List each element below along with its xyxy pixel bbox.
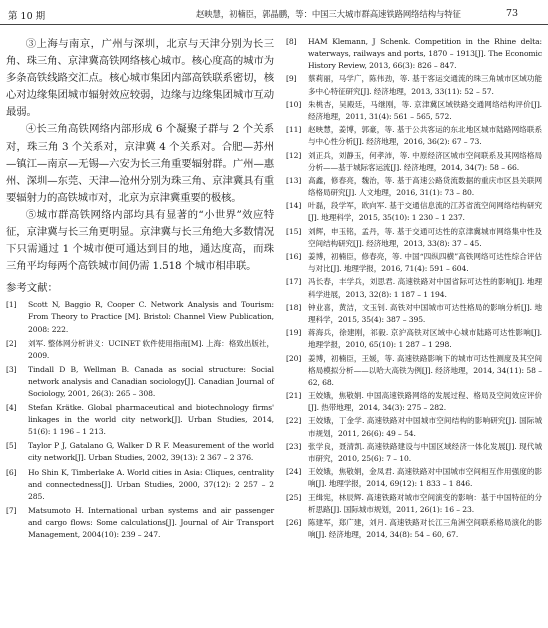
reference-text: 张学良，聂清凯. 高速铁路建设与中国区域经济一体化发展[J]. 现代城市研究，2010, 25(6): 7 – 10. xyxy=(308,441,542,463)
reference-item xyxy=(286,353,542,389)
reference-text: 钟业喜，黄洁，文玉钊. 高铁对中国城市可达性格局的影响分析[J]. 地理科学，2015, 35(4): 387 – 395. xyxy=(308,302,542,324)
reference-text: HAM Klemann, J Schenk. Competition in the Rhine delta: waterways, railways and ports, 1870 – 1913[J]. The Economic History Review, 2013, 66(3): 826 – 847. xyxy=(308,37,542,71)
reference-text: 冯长春，丰学兵，刘思君. 高速铁路对中国省际可达性的影响[J]. 地理科学进展，2013, 32(8): 1 187 – 1 194. xyxy=(308,277,542,299)
reference-item xyxy=(286,302,542,326)
reference-item xyxy=(286,492,542,516)
reference-item xyxy=(286,226,542,250)
reference-number: [25] xyxy=(286,492,302,502)
reference-number: [11] xyxy=(286,125,302,135)
reference-number: [15] xyxy=(286,226,302,236)
reference-number: [4] xyxy=(6,403,17,413)
reference-text: 陈建军，郑广建，刘月. 高速铁路对长江三角洲空间联系格局演化的影响[J]. 经济地理，2014, 34(8): 54 – 60, 67. xyxy=(308,517,542,540)
reference-number: [16] xyxy=(286,252,302,262)
reference-item xyxy=(286,390,542,414)
reference-item xyxy=(286,200,542,224)
reference-item xyxy=(6,505,274,541)
page-number: 73 xyxy=(506,8,519,19)
reference-text: Taylor P J, Gatalano G, Walker D R F. Measurement of the world city network[J]. Urban Studies, 2002, 39(13): 2 367 – 2 376. xyxy=(28,441,274,463)
reference-text: 王姣娥，焦敬娟，金凤君. 高速铁路对中国城市空间相互作用强度的影响[J]. 地理学报，2014, 69(12): 1 833 – 1 846. xyxy=(308,467,542,489)
reference-number: [26] xyxy=(286,517,302,527)
reference-item xyxy=(286,415,542,439)
reference-item xyxy=(286,175,542,199)
reference-text: 姜博，初楠臣，王媛，等. 高速铁路影响下的城市可达性测度及其空间格局模拟分析——以哈大高铁为例[J]. 经济地理，2014, 34(11): 58 – 62, 68. xyxy=(308,353,542,387)
reference-number: [18] xyxy=(286,302,302,312)
reference-item xyxy=(286,327,542,351)
reference-number: [12] xyxy=(286,150,302,160)
reference-item xyxy=(6,338,274,362)
reference-number: [2] xyxy=(6,338,17,348)
reference-text: 蔡莉丽，马学广，陈伟劲，等. 基于客运交通流的珠三角城市区域功能多中心特征研究[J]. 经济地理，2013, 33(11): 52 – 57. xyxy=(308,74,542,96)
paragraph: ⑤城市群高铁网络内部均具有显著的“小世界”效应特征，京津冀与长三角更明显。京津冀与长三角绝大多数情况下只需通过 1 个城市便可通达到目的地，通达度高，而珠三角平均每两个高铁城市间仍需 1.518 个城市相串联。 xyxy=(6,208,274,273)
reference-text: 刘正兵，刘静玉，何孝沛，等. 中原经济区城市空间联系及其网络格局分析——基于城际客运流[J]. 经济地理，2014, 34(7): 58 – 66. xyxy=(308,150,542,172)
reference-item xyxy=(6,364,274,400)
reference-item xyxy=(6,402,274,438)
reference-text: 姜博，初楠臣，修春亮，等. 中国“四纵四横”高铁网络可达性综合评估与对比[J]. 地理学报，2016, 71(4): 591 – 604. xyxy=(308,252,542,274)
conclusion-paragraphs xyxy=(6,36,274,275)
paragraph: ③上海与南京，广州与深圳，北京与天津分别为长三角、珠三角、京津冀高铁网络核心城市。核心度高的城市为多条高铁线路交汇点。核心城市集团内部高铁联系密切，核心对边缘集团城市辐射效应较弱，边缘与边缘集团城市互动最弱。 xyxy=(6,38,274,119)
reference-text: 王姣娥，丁金学. 高速铁路对中国城市空间结构的影响研究[J]. 国际城市规划，2011, 26(6): 49 – 54. xyxy=(308,416,542,438)
reference-text: Stefan Krätke. Global pharmaceutical and biotechnology firms' linkages in the world city network[J]. Urban Studies, 2014, 51(6): 1 196 – 1 213. xyxy=(28,403,274,437)
reference-number: [21] xyxy=(286,391,302,401)
reference-number: [19] xyxy=(286,328,302,338)
reference-number: [9] xyxy=(286,74,297,84)
reference-number: [10] xyxy=(286,99,302,109)
reference-item xyxy=(286,276,542,300)
reference-text: 赵映慧，姜博，郭豪，等. 基于公共客运的东北地区城市陆路网络联系与中心性分析[J]. 经济地理，2016, 36(2): 67 – 73. xyxy=(308,125,542,147)
reference-item xyxy=(6,467,274,503)
left-column xyxy=(6,36,274,543)
reference-item xyxy=(286,73,542,97)
reference-list-left xyxy=(6,299,274,541)
reference-list-right xyxy=(286,36,542,541)
reference-item xyxy=(6,440,274,464)
reference-number: [20] xyxy=(286,353,302,363)
reference-item xyxy=(286,124,542,148)
reference-number: [22] xyxy=(286,416,302,426)
reference-text: Ho Shin K, Timberlake A. World cities in Asia: Cliques, centrality and connectedness[J]. Urban Studies, 2000, 37(12): 2 257 – 2 285. xyxy=(28,467,274,501)
reference-text: Matsumoto H. International urban systems and air passenger and cargo flows: Some calculations[J]. Journal of Air Transport Management, 2004(10): 239 – 247. xyxy=(28,505,274,539)
reference-item xyxy=(6,299,274,335)
reference-number: [24] xyxy=(286,467,302,477)
reference-item xyxy=(286,441,542,465)
reference-text: Tindall D B, Wellman B. Canada as social structure: Social network analysis and Canadian sociology[J]. Canadian Journal of Sociology, 2001, 26(3): 265 – 308. xyxy=(28,364,274,398)
reference-item xyxy=(286,466,542,490)
reference-number: [5] xyxy=(6,441,17,451)
issue-number: 第 10 期 xyxy=(8,11,46,22)
reference-text: 蒋海兵，徐建刚，祁毅. 京沪高铁对区域中心城市陆路可达性影响[J]. 地理学报，2010, 65(10): 1 287 – 1 298. xyxy=(308,328,542,350)
reference-text: 刘军. 整体网分析讲义：UCINET 软件使用指南[M]. 上海：格致出版社，2009. xyxy=(28,338,274,360)
reference-text: 叶磊，段学军，欧向军. 基于交通信息流的江苏省流空间网络结构研究[J]. 地理科学，2015, 35(10): 1 230 – 1 237. xyxy=(308,201,542,223)
reference-item xyxy=(286,99,542,123)
reference-number: [13] xyxy=(286,175,302,185)
reference-text: 刘辉，申玉铭，孟丹，等. 基于交通可达性的京津冀城市网络集中性及空间结构研究[J]. 经济地理，2013, 33(8): 37 – 45. xyxy=(308,226,542,248)
paragraph: ④长三角高铁网络内部形成 6 个凝聚子群与 2 个关系对，珠三角 3 个关系对，京津冀 4 个关系对。合肥—苏州—镇江—南京—无锡—六安为长三角重要辐射群。广州—惠州、深圳—东莞、天津—沧州分别为珠三角、京津冀具有重要辐射力的高铁城市对，北京为京津冀重要的极核。 xyxy=(6,123,274,204)
reference-item xyxy=(286,150,542,174)
references-heading: 参考文献： xyxy=(6,282,58,295)
reference-item xyxy=(286,36,542,72)
reference-number: [23] xyxy=(286,441,302,451)
reference-item xyxy=(286,517,542,541)
reference-text: 高鑫，修春亮，魏治，等. 基于高速公路货流数据的重庆市区县关联网络格局研究[J]. 人文地理，2016, 31(1): 73 – 80. xyxy=(308,175,542,198)
reference-item xyxy=(286,251,542,275)
reference-number: [7] xyxy=(6,505,17,515)
running-title: 赵映慧，初楠臣，郭晶鹏，等：中国三大城市群高速铁路网络结构与特征 xyxy=(196,9,461,19)
reference-number: [14] xyxy=(286,201,302,211)
reference-text: 朱桃杏，吴殿廷，马继刚，等. 京津冀区域铁路交通网络结构评价[J]. 经济地理，2011, 31(4): 561 – 565, 572. xyxy=(308,99,542,121)
reference-text: 王姣娥，焦敬娟. 中国高速铁路网络的发展过程、格局及空间效应评价[J]. 热带地理，2014, 34(3): 275 – 282. xyxy=(308,391,542,413)
reference-number: [8] xyxy=(286,37,297,46)
reference-number: [1] xyxy=(6,300,17,310)
reference-number: [3] xyxy=(6,364,17,374)
right-column xyxy=(286,36,542,542)
reference-number: [17] xyxy=(286,277,302,287)
reference-text: 王缉宪，林辰辉. 高速铁路对城市空间演变的影响：基于中国特征的分析思路[J]. 国际城市规划，2011, 26(1): 16 – 23. xyxy=(308,492,542,514)
reference-number: [6] xyxy=(6,467,17,477)
running-header xyxy=(0,0,548,25)
reference-text: Scott N, Baggio R, Cooper C. Network Analysis and Tourism: From Theory to Practice [M]. Bristol: Channel View Publication, 2008: 222. xyxy=(28,300,274,334)
